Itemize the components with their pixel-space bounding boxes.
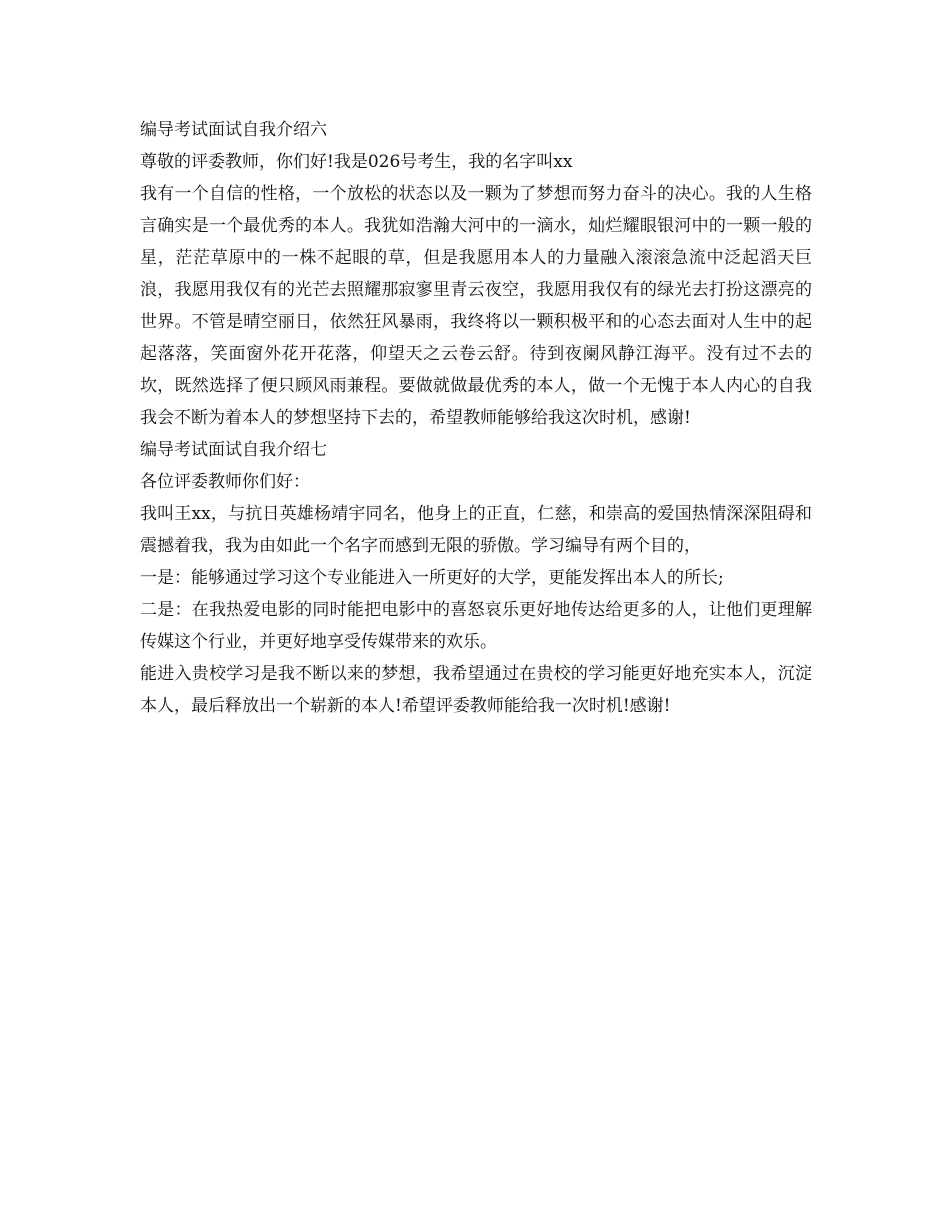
section-7-body: 我叫王xx，与抗日英雄杨靖宇同名，他身上的正直，仁慈，和崇高的爱国热情深深阻碍和震撼着我，我为由如此一个名字而感到无限的骄傲。学习编导有两个目的， bbox=[140, 504, 812, 556]
section-7-greeting: 各位评委教师你们好： bbox=[140, 472, 310, 492]
section-7-title: 编导考试面试自我介绍七 bbox=[140, 440, 327, 460]
section-6-title: 编导考试面试自我介绍六 bbox=[140, 120, 327, 140]
section-7-point-1: 一是：能够通过学习这个专业能进入一所更好的大学，更能发挥出本人的所长; bbox=[140, 568, 724, 588]
section-7-closing: 能进入贵校学习是我不断以来的梦想，我希望通过在贵校的学习能更好地充实本人，沉淀本人，最后释放出一个崭新的本人!希望评委教师能给我一次时机!感谢! bbox=[140, 664, 812, 716]
section-6-greeting: 尊敬的评委教师，你们好!我是026号考生，我的名字叫xx bbox=[140, 152, 573, 172]
section-7-point-2: 二是：在我热爱电影的同时能把电影中的喜怒哀乐更好地传达给更多的人，让他们更理解传媒这个行业，并更好地享受传媒带来的欢乐。 bbox=[140, 600, 812, 652]
section-6-body: 我有一个自信的性格，一个放松的状态以及一颗为了梦想而努力奋斗的决心。我的人生格言确实是一个最优秀的本人。我犹如浩瀚大河中的一滴水，灿烂耀眼银河中的一颗一般的星，茫茫草原中的一株不起眼的草，但是我愿用本人的力量融入滚滚急流中泛起滔天巨浪，我愿用我仅有的光芒去照耀那寂寥里青云夜空，我愿用我仅有的绿光去打扮这漂亮的世界。不管是晴空丽日，依然狂风暴雨，我终将以一颗积极平和的心态去面对人生中的起起落落，笑面窗外花开花落，仰望天之云卷云舒。待到夜阑风静江海平。没有过不去的坎，既然选择了便只顾风雨兼程。要做就做最优秀的本人，做一个无愧于本人内心的自我我会不断为着本人的梦想坚持下去的，希望教师能够给我这次时机，感谢! bbox=[140, 184, 812, 428]
document-page bbox=[140, 114, 812, 722]
